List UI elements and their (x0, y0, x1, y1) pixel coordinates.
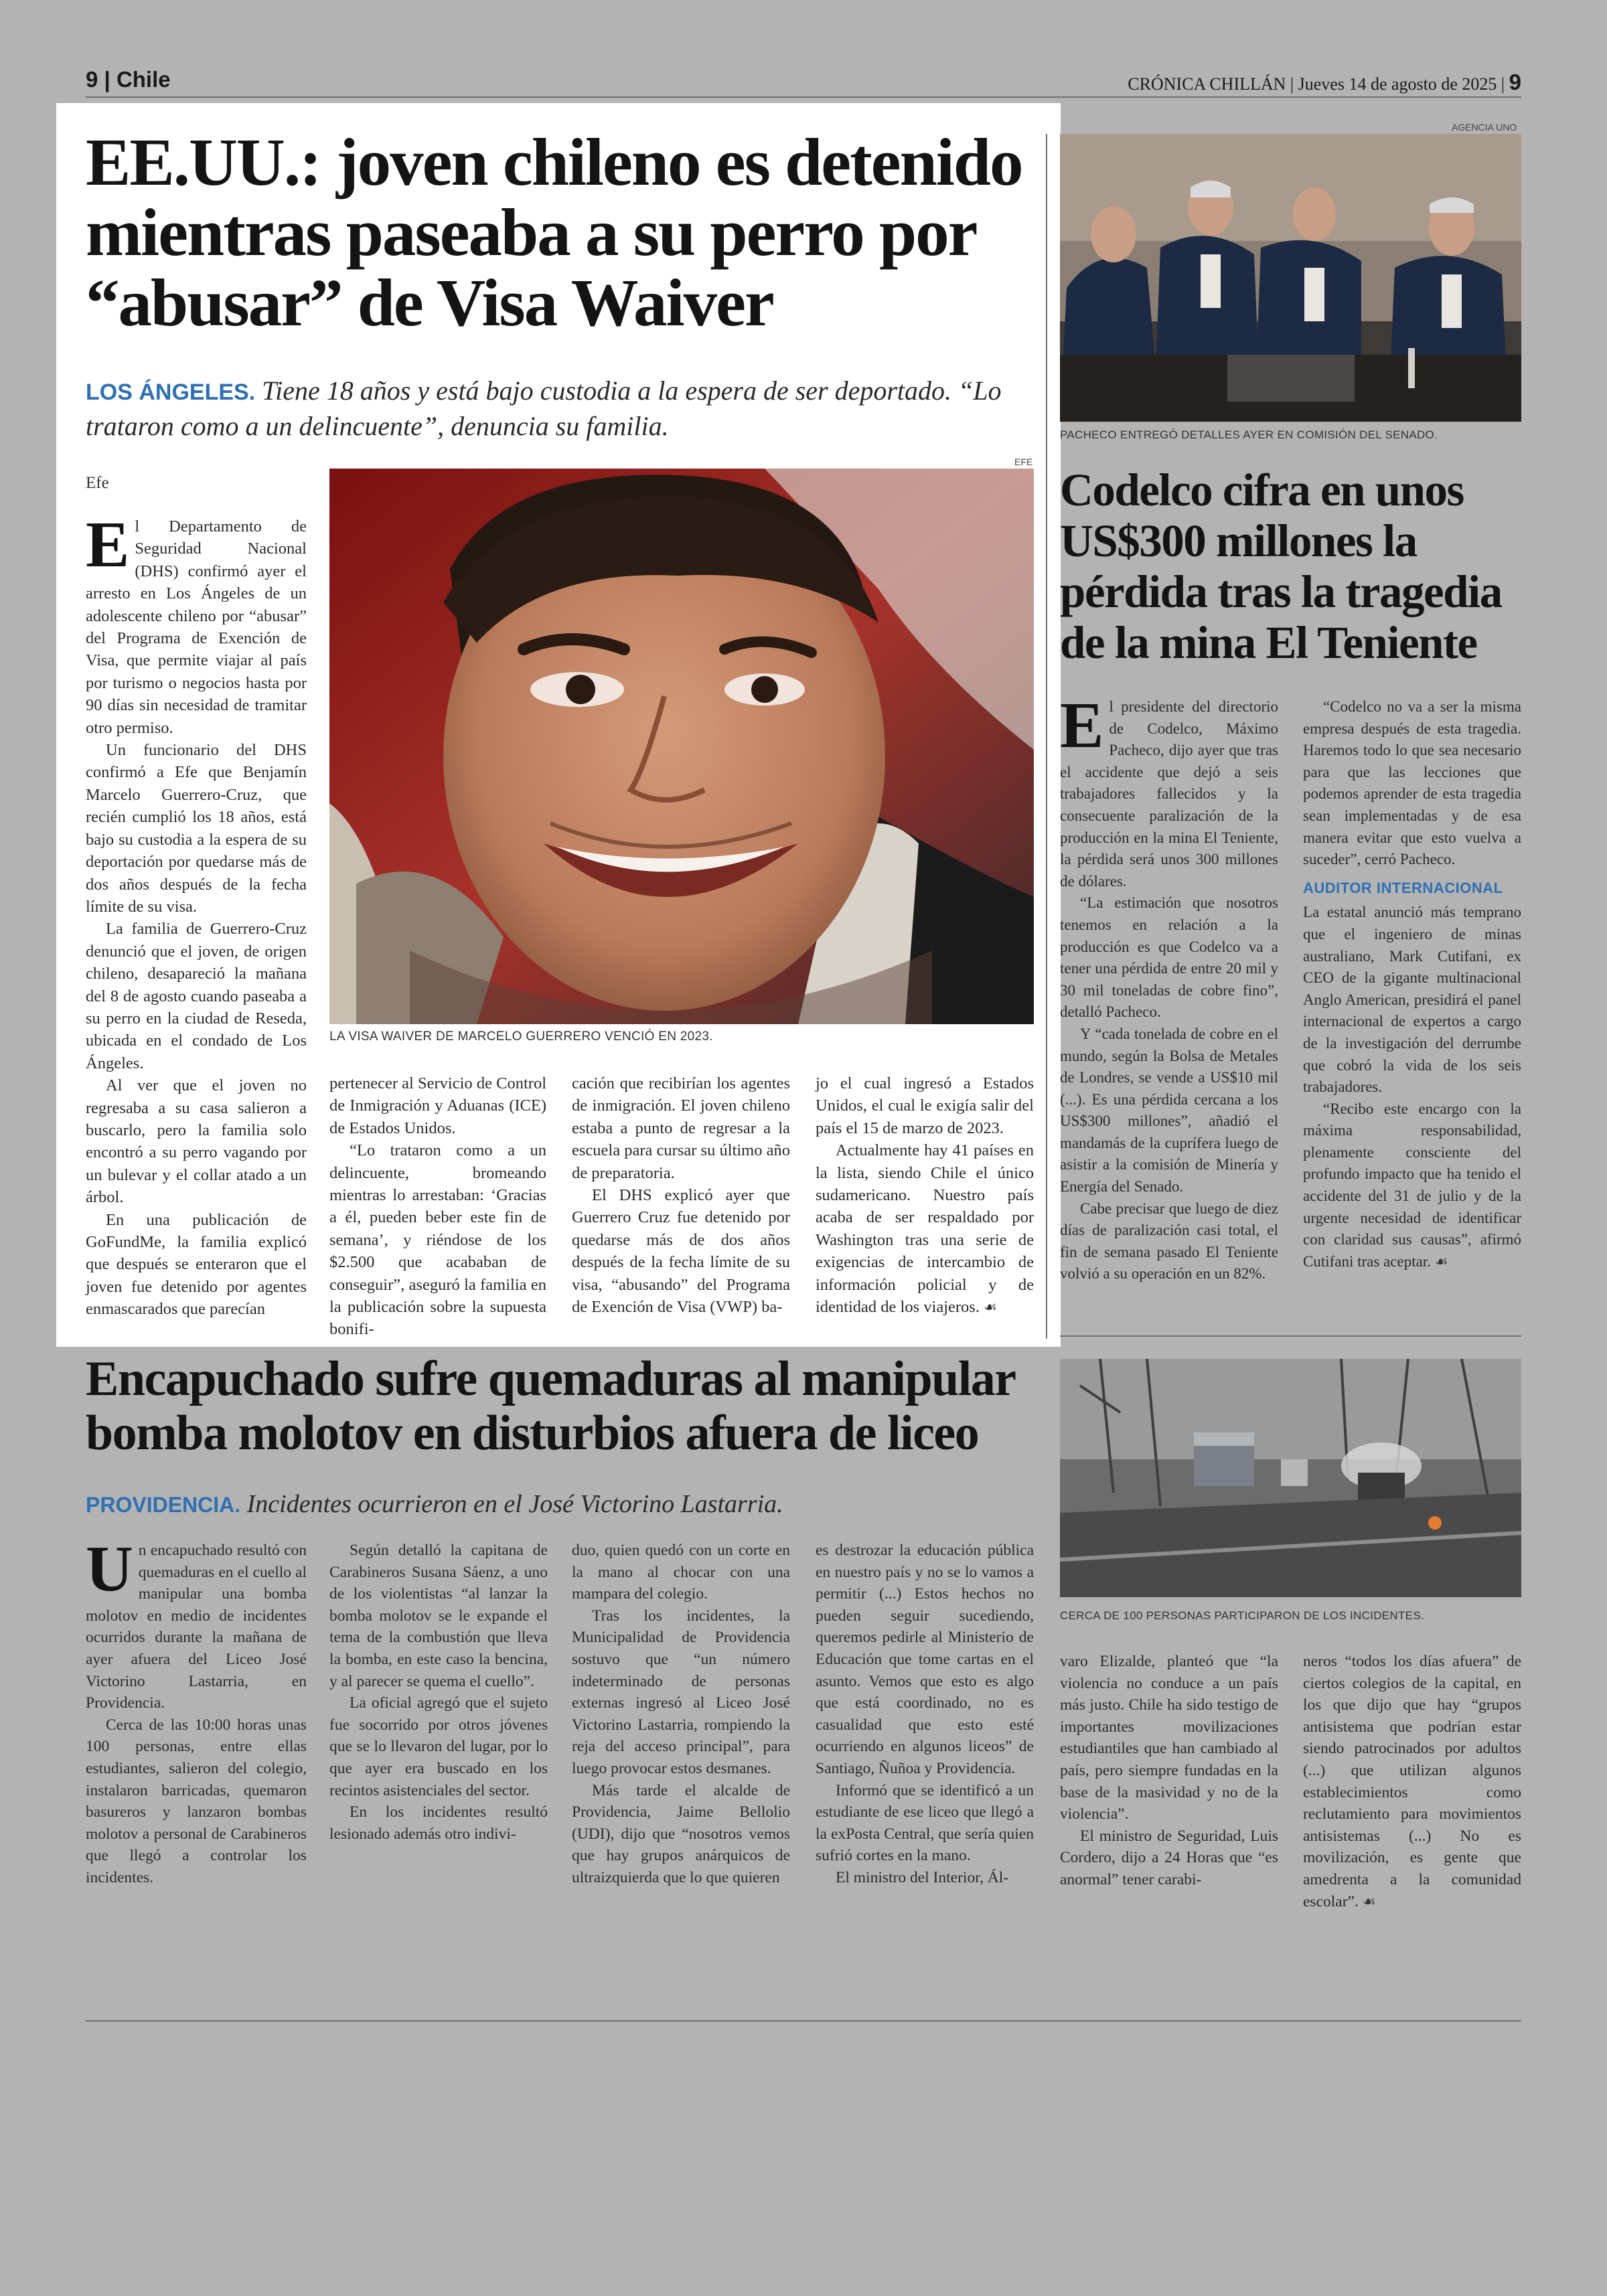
molotov-headline-line-2: bomba molotov en disturbios afuera de liceo (86, 1406, 979, 1461)
portrait-photo (329, 469, 1034, 1024)
main-col1-para-4: Al ver que el joven no regresaba a su casa salieron a buscarlo, pero la familia solo encontró a su perro vagando por un bulevar y el collar atado a un árbol. (86, 1076, 307, 1207)
molotov-body-col-4 (816, 1540, 1034, 1889)
molotov-col5-para-1: varo Elizalde, planteó que “la violencia no conduce a un país más justo. Chile ha sido testigo de importantes movilizaciones estudiantiles que han cambiado al país, pero siempre fundadas en la base de la masividad y no de la violencia”. (1060, 1653, 1278, 1823)
molotov-col4-para-2: Informó que se identificó a un estudiante de ese liceo que llegó a la exPosta Central, que sería quien sufrió cortes en la mano. (816, 1781, 1034, 1865)
codelco-col1-para-4: Cabe precisar que luego de diez días de paralización casi total, el fin de semana pasado El Teniente volvió a su operación en un 82%. (1060, 1200, 1278, 1283)
column-divider (1046, 134, 1047, 1339)
main-byline: Efe (86, 474, 109, 492)
main-headline-line-3: “abusar” de Visa Waiver (86, 265, 773, 341)
main-photo-credit: EFE (1014, 457, 1033, 467)
codelco-subhead: AUDITOR INTERNACIONAL (1303, 879, 1503, 896)
main-kicker: LOS ÁNGELES. (86, 380, 256, 405)
end-mark-icon: ☙ (984, 1299, 997, 1316)
molotov-kicker: PROVIDENCIA. (86, 1493, 241, 1517)
molotov-lead (86, 1487, 1050, 1521)
main-headline (86, 125, 1043, 341)
molotov-col2-para-2: La oficial agregó que el sujeto fue socorrido por otros jóvenes que se lo llevaron del lugar, por lo que ayer era buscado en los recintos asistenciales del sector. (329, 1694, 548, 1799)
molotov-col5-para-2: El ministro de Seguridad, Luis Cordero, dijo a 24 Horas que “es anormal” tener carabi- (1060, 1827, 1278, 1888)
codelco-col2-para-3 (1303, 1098, 1521, 1273)
main-lead (86, 374, 1043, 444)
codelco-headline (1060, 465, 1522, 669)
publication-header: CRÓNICA CHILLÁN | Jueves 14 de agosto de 2025 | 9 (1128, 70, 1521, 94)
codelco-photo-caption: PACHECO ENTREGÓ DETALLES AYER EN COMISIÓN DEL SENADO. (1060, 428, 1438, 441)
senate-photo (1060, 134, 1521, 422)
page-section-label: 9 | Chile (86, 67, 171, 92)
codelco-photo-credit: AGENCIA UNO (1452, 122, 1517, 133)
molotov-col4-para-3: El ministro del Interior, Ál- (836, 1868, 1009, 1886)
main-col1-para-1 (86, 509, 307, 739)
molotov-body-col-2 (329, 1540, 548, 1845)
codelco-body-col-1 (1060, 689, 1278, 1285)
molotov-headline-line-1: Encapuchado sufre quemaduras al manipular (86, 1351, 1016, 1406)
molotov-col4-para-1: es destrozar la educación pública en nuestro país y no se lo vamos a permitir (...) Estos hechos no pueden seguir sucediendo, queremos pedirle al Ministerio de Educación que tome cartas en el asunto. Vemos que esto es algo que está coordinado, no es casualidad que esto esté ocurriendo en algunos liceos” de Santiago, Ñuñoa y Providencia. (816, 1542, 1034, 1777)
codelco-col1-text-1: l presidente del directorio de Codelco, Máximo Pacheco, dijo ayer que tras el accidente que dejó a seis trabajadores fallecidos y la consecuente paralización de la producción en la mina El Teniente, la pérdida será unos 300 millones de dólares. (1060, 698, 1278, 890)
codelco-drop-cap: E (1060, 689, 1104, 762)
molotov-photo-caption: CERCA DE 100 PERSONAS PARTICIPARON DE LOS INCIDENTES. (1060, 1609, 1424, 1622)
codelco-col1-para-1 (1060, 689, 1278, 892)
main-headline-line-2: mientras paseaba a su perro por (86, 195, 977, 270)
molotov-body-col-3 (572, 1540, 790, 1889)
codelco-headline-line-3: pérdida tras la tragedia (1060, 566, 1502, 617)
codelco-col1-para-2: “La estimación que nosotros tenemos en relación a la producción es que Codelco va a tener una pérdida de entre 20 mil y 30 mil toneladas de cobre fino”, detalló Pacheco. (1060, 894, 1278, 1021)
main-col2-para-1: pertenecer al Servicio de Control de Inmigración y Aduanas (ICE) de Estados Unidos. (329, 1074, 546, 1137)
main-drop-cap: E (86, 509, 130, 581)
molotov-col3-para-2: Tras los incidentes, la Municipalidad de Providencia sostuvo que “un número indeterminado de personas externas ingresó al Liceo José Victorino Lastarria, rompiendo la reja del acceso principal”, para luego provocar estos desmanes. (572, 1607, 790, 1777)
main-col2-para-2: “Lo trataron como a un delincuente, bromeando mientras lo arrestaban: ‘Gracias a él, pueden beber este fin de semana’, y riéndose de los $2.500 que acababan de conseguir”, aseguró la familia en la publicación sobre la supuesta bonifi- (329, 1141, 546, 1339)
molotov-col2-para-1: Según detalló la capitana de Carabineros Susana Sáenz, a uno de los violentistas “al lanzar la bomba molotov se le expande el tema de la combustión que lleva la bomba, en este caso la bencina, y al parecer se quema el cuello”. (329, 1542, 548, 1690)
section-name: Chile (116, 67, 171, 92)
molotov-col1-text-1: n encapuchado resultó con quemaduras en el cuello al manipular una bomba molotov en medio de incidentes ocurridos durante la mañana de ayer afuera del Liceo José Victorino Lastarria, en Providencia. (86, 1542, 307, 1712)
codelco-col1-para-3: Y “cada tonelada de cobre en el mundo, según la Bolsa de Metales de Londres, se vende a US$10 mil (...). Es una pérdida cercana a los US$300 millones”, añadió el mandamás de la cuprífera luego de asistir a la comisión de Minería y Energía del Senado. (1060, 1025, 1278, 1196)
molotov-drop-cap: U (86, 1533, 133, 1605)
publication-name: CRÓNICA CHILLÁN (1128, 74, 1286, 94)
end-mark-icon: ☙ (1362, 1892, 1376, 1910)
main-col3-para-1: cación que recibirían los agentes de inmigración. El joven chileno estaba a punto de regresar a la escuela para cursar su último año de preparatoria. (572, 1074, 790, 1182)
main-body-col-2 (329, 1072, 546, 1341)
codelco-col2-para-1: “Codelco no va a ser la misma empresa después de esta tragedia. Haremos todo lo que sea necesario para que las lecciones que podemos aprender de esta tragedia sean implementadas y de esa manera evitar que esto vuelva a suceder”, cerró Pacheco. (1303, 698, 1521, 868)
main-col1-para-3: La familia de Guerrero-Cruz denunció que el joven, de origen chileno, desapareció la mañana del 8 de agosto cuando paseaba a su perro en la ciudad de Reseda, ubicada en el condado de Los Ángeles. (86, 920, 307, 1072)
main-col1-para-2: Un funcionario del DHS confirmó a Efe que Benjamín Marcelo Guerrero-Cruz, que recién cumplió los 18 años, está bajo su custodia a la espera de su deportación por quedarse más de dos años después de la fecha límite de su visa. (86, 741, 307, 916)
main-col3-para-2: El DHS explicó ayer que Guerrero Cruz fue detenido por quedarse más de dos años después de la fecha límite de su visa, “abusando” del Programa de Exención de Visa (VWP) ba- (572, 1186, 790, 1317)
header-rule (86, 96, 1521, 98)
publication-date: Jueves 14 de agosto de 2025 (1298, 74, 1497, 94)
main-body-col-3 (572, 1072, 790, 1318)
codelco-bottom-rule (1060, 1335, 1521, 1337)
main-lead-text: Tiene 18 años y está bajo custodia a la espera de ser deportado. “Lo trataron como a un delincuente”, denuncia su familia. (86, 376, 1002, 441)
senate-illustration (1060, 134, 1521, 422)
main-headline-line-1: EE.UU.: joven chileno es detenido (86, 125, 1022, 199)
molotov-col1-para-2: Cerca de las 10:00 horas unas 100 personas, entre ellas estudiantes, salieron del colegio, instalaron barricadas, quemaron basureros y lanzaron bombas molotov a personal de Carabineros que llegó a controlar los incidentes. (86, 1716, 307, 1886)
main-col1-para-5: En una publicación de GoFundMe, la familia explicó que después se enteraron que el joven fue detenido por agentes enmascarados que parecían (86, 1210, 307, 1319)
page-bottom-rule (86, 2020, 1521, 2022)
main-body-col-1 (86, 509, 307, 1321)
main-col1-text-1: l Departamento de Seguridad Nacional (DHS) confirmó ayer el arresto en Los Ángeles de un adolescente chileno por “abusar” del Programa de Exención de Visa, que permite viajar al país por turismo o negocios hasta por 90 días sin necesidad de tramitar otro permiso. (86, 517, 307, 737)
molotov-col2-para-3: En los incidentes resultó lesionado además otro indivi- (329, 1803, 548, 1843)
main-col4-para-1: jo el cual ingresó a Estados Unidos, el cual le exigía salir del país el 15 de marzo de 2023. (816, 1074, 1034, 1137)
molotov-col3-para-1: duo, quien quedó con un corte en la mano al chocar con una mampara del colegio. (572, 1542, 790, 1603)
molotov-col6-text-1: neros “todos los días afuera” de ciertos colegios de la capital, en los que dijo que hay “grupos antisistema que podrían estar siendo patrocinados por adultos (...) que utilizan algunos establecimientos como reclutamiento para movimientos antisistemas (...) No es movilización, es gente que amedrenta a la comunidad escolar”. (1303, 1653, 1521, 1910)
street-photo (1060, 1359, 1521, 1597)
molotov-lead-text: Incidentes ocurrieron en el José Victorino Lastarria. (246, 1490, 783, 1518)
molotov-body-col-1 (86, 1533, 307, 1889)
molotov-body-col-6 (1303, 1651, 1521, 1912)
main-col4-text-2: Actualmente hay 41 países en la lista, siendo Chile el único sudamericano. Nuestro país acaba de ser respaldado por Washington tras una serie de exigencias de intercambio de información policial y de identidad de los viajeros. (816, 1141, 1034, 1317)
molotov-body-col-5 (1060, 1651, 1278, 1891)
main-col4-para-2 (816, 1139, 1034, 1318)
codelco-headline-line-2: US$300 millones la (1060, 515, 1417, 566)
molotov-headline (86, 1352, 1050, 1461)
codelco-col2-text-3: “Recibo este encargo con la máxima responsabilidad, plenamente consciente del profundo impacto que ha tenido el accidente del 31 de julio y de la urgente necesidad de identificar con claridad sus causas”, afirmó Cutifani tras aceptar. (1303, 1100, 1521, 1270)
portrait-illustration (329, 469, 1034, 1024)
codelco-body-col-2 (1303, 696, 1521, 1273)
page-number-right: 9 (1509, 70, 1521, 94)
codelco-col2-para-2: La estatal anunció más temprano que el ingeniero de minas australiano, Mark Cutifani, ex CEO de la gigante multinacional Anglo American, presidirá el panel internacional de expertos a cargo de la investigación del derrumbe que cobró la vida de los seis trabajadores. (1303, 904, 1521, 1096)
codelco-headline-line-1: Codelco cifra en unos (1060, 465, 1464, 515)
end-mark-icon: ☙ (1434, 1252, 1448, 1270)
main-photo-caption: LA VISA WAIVER DE MARCELO GUERRERO VENCIÓ EN 2023. (329, 1030, 713, 1044)
molotov-col1-para-1 (86, 1533, 307, 1714)
molotov-col6-para-1 (1303, 1651, 1521, 1912)
main-body-col-4 (816, 1072, 1034, 1318)
codelco-headline-line-4: de la mina El Teniente (1060, 617, 1477, 668)
molotov-col3-para-3: Más tarde el alcalde de Providencia, Jaime Bellolio (UDI), dijo que “nosotros vemos que hay grupos anárquicos de ultraizquierda que lo que quieren (572, 1781, 790, 1886)
page-number-left: 9 (86, 67, 98, 92)
street-illustration (1060, 1359, 1521, 1597)
